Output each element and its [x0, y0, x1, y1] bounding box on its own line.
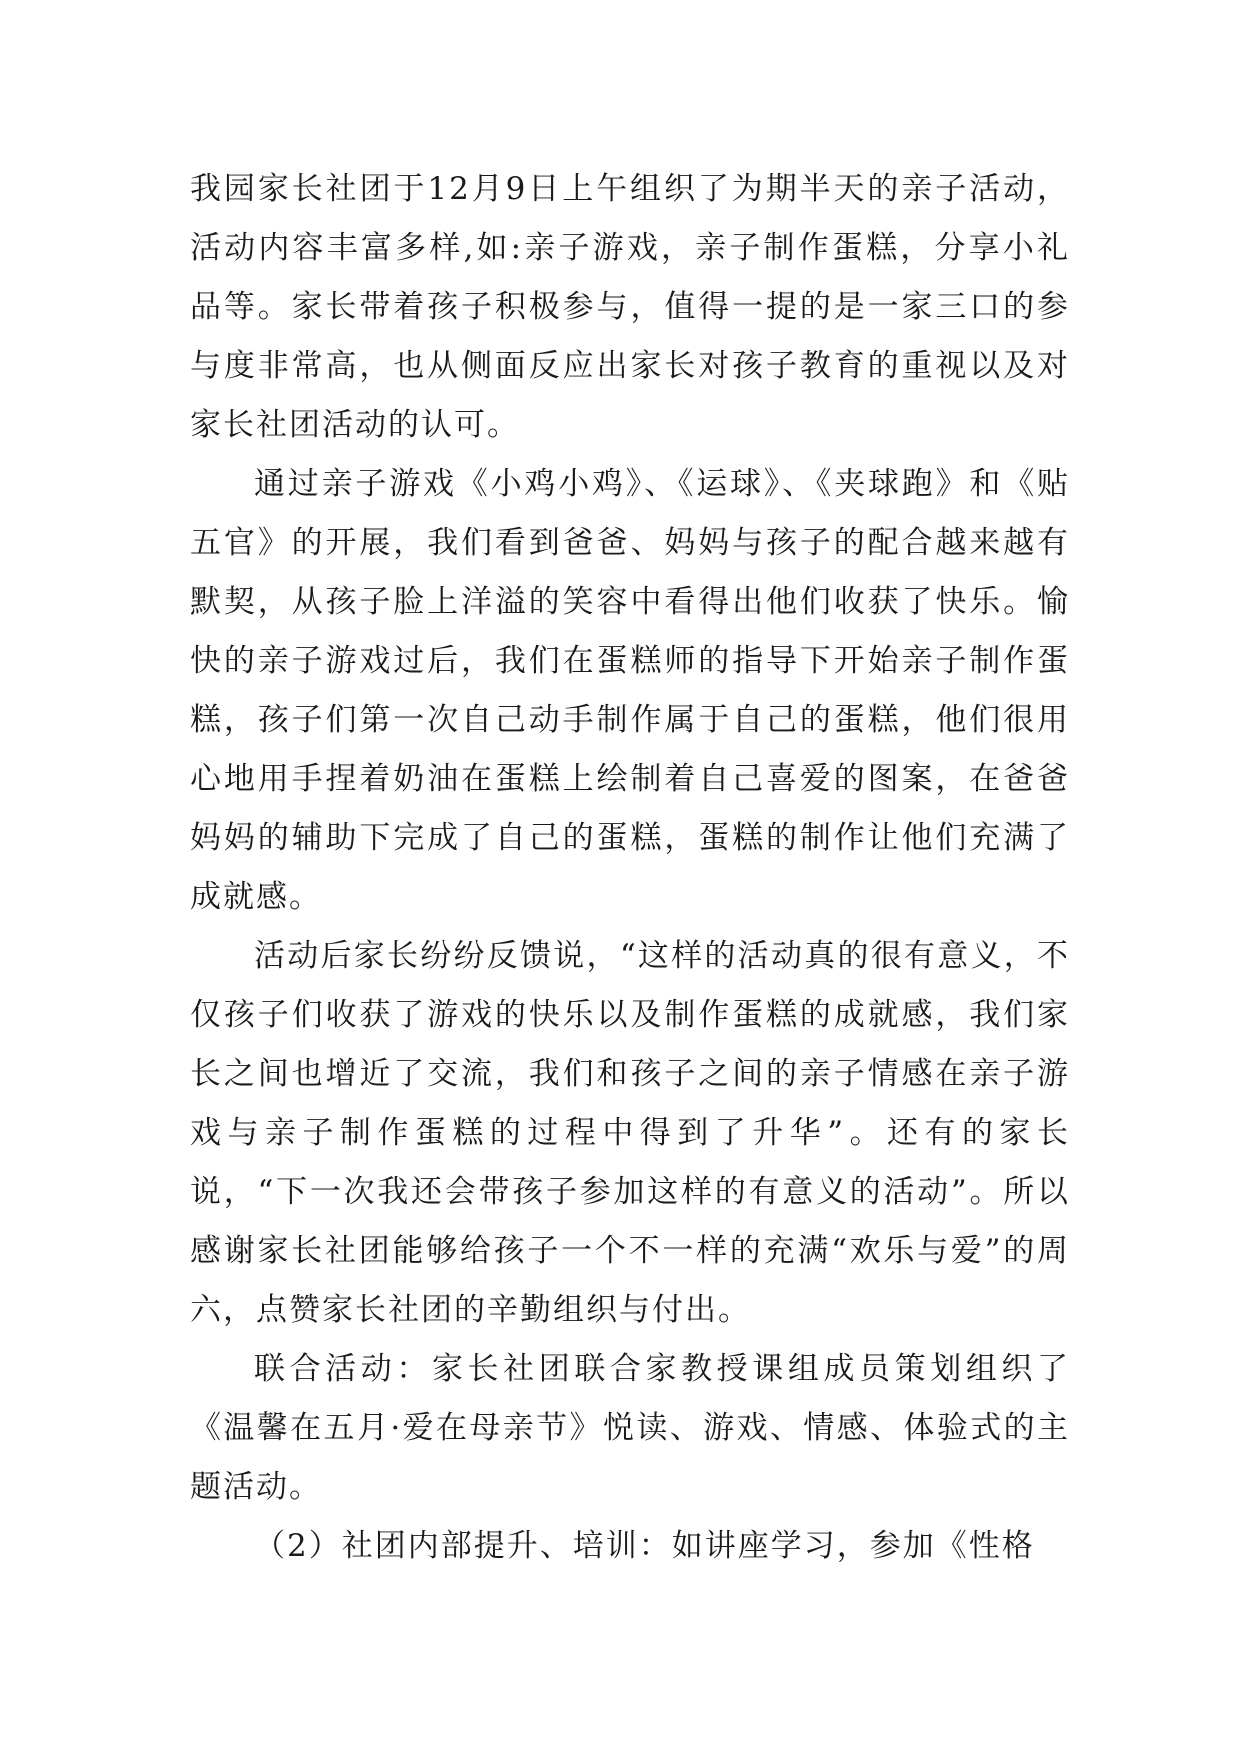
- document-body: [190, 160, 1070, 1576]
- paragraph-5: （2）社团内部提升、培训：如讲座学习，参加《性格: [254, 1528, 1035, 1564]
- paragraph-2: 通过亲子游戏《小鸡小鸡》、《运球》、《夹球跑》和《贴五官》的开展，我们看到爸爸、妈妈与孩子的配合越来越有默契，从孩子脸上洋溢的笑容中看得出他们收获了快乐。愉快的亲子游戏过后，我们在蛋糕师的指导下开始亲子制作蛋糕，孩子们第一次自己动手制作属于自己的蛋糕，他们很用心地用手捏着奶油在蛋糕上绘制着自己喜爱的图案，在爸爸妈妈的辅助下完成了自己的蛋糕，蛋糕的制作让他们充满了成就感。: [190, 466, 1070, 915]
- paragraph-3: 活动后家长纷纷反馈说，“这样的活动真的很有意义，不仅孩子们收获了游戏的快乐以及制作蛋糕的成就感，我们家长之间也增近了交流，我们和孩子之间的亲子情感在亲子游戏与亲子制作蛋糕的过程中得到了升华”。还有的家长说，“下一次我还会带孩子参加这样的有意义的活动”。所以感谢家长社团能够给孩子一个不一样的充满“欢乐与爱”的周六，点赞家长社团的辛勤组织与付出。: [190, 938, 1070, 1328]
- paragraph-4: 联合活动：家长社团联合家教授课组成员策划组织了《温馨在五月·爱在母亲节》悦读、游戏、情感、体验式的主题活动。: [190, 1351, 1070, 1505]
- paragraph-1: 我园家长社团于12月9日上午组织了为期半天的亲子活动，活动内容丰富多样,如:亲子游戏，亲子制作蛋糕，分享小礼品等。家长带着孩子积极参与，值得一提的是一家三口的参与度非常高，也从侧面反应出家长对孩子教育的重视以及对家长社团活动的认可。: [190, 171, 1070, 443]
